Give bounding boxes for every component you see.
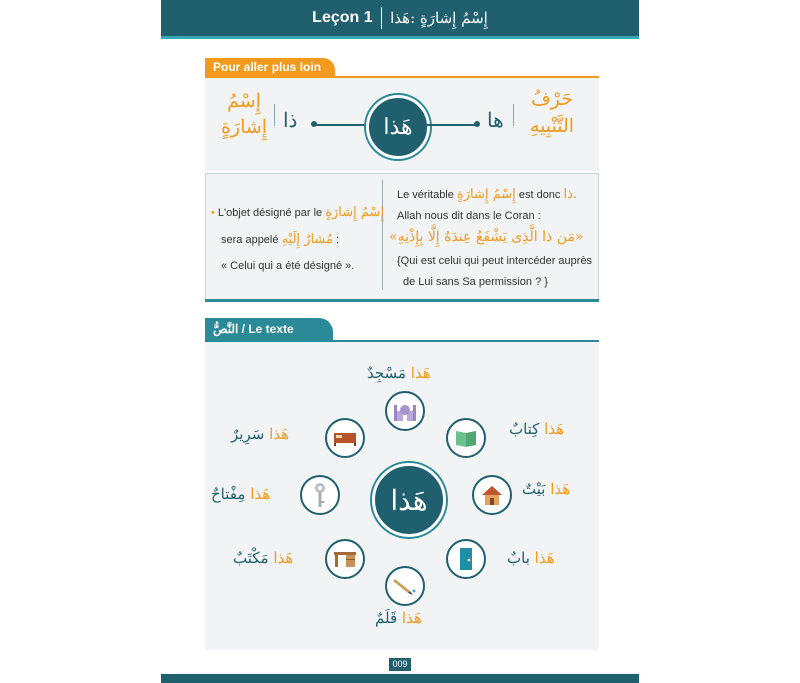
quran-verse: «مَن ذا الَّذِى يَشْفَعُ عِندَهُ إِلَّا بِإِذْنِهِ»: [389, 229, 584, 245]
hadha-circle: هَذا: [366, 95, 430, 159]
center-hadha-circle: هَذا: [372, 463, 446, 537]
word-kitab: هَذا كِتابٌ: [509, 420, 565, 438]
harf-line1: حَرْفُ: [531, 88, 573, 110]
header-title: [161, 0, 639, 36]
word-bayt: هَذا بَيْتٌ: [522, 480, 571, 498]
pencil-icon: [385, 566, 425, 606]
explanation-box-border: [205, 299, 599, 302]
desk-icon: [325, 539, 365, 579]
harf-tanbih-label: [517, 86, 587, 140]
book-page: [161, 0, 639, 683]
word-masjid: هَذا مَسْجِدٌ: [367, 364, 431, 382]
header-underline: [161, 36, 639, 39]
ism-line1: إِسْمُ: [227, 90, 261, 112]
harf-line2: التَّنْبِيهِ: [529, 115, 575, 137]
ism-ishara-label: [219, 88, 269, 140]
right-line-2: Allah nous dit dans le Coran :: [397, 210, 541, 222]
word-maktab: هَذا مَكْتَبٌ: [233, 549, 294, 567]
left-line-1: • L'objet désigné par le إِسْمُ إِشارَةٍ: [211, 205, 385, 220]
ism-line2: إِشارَةٍ: [220, 116, 268, 138]
word-qalam: هَذا قَلَمٌ: [375, 609, 422, 627]
word-bab: هَذا بابٌ: [507, 549, 555, 567]
lesson-title-arabic: إِسْمُ إِشارَةٍ :هَذا: [390, 9, 488, 27]
tab-le-texte: النَّصُّ / Le texte: [205, 318, 333, 340]
dha-word: ذا: [283, 108, 298, 132]
header-separator: [381, 7, 383, 29]
connector-line: [314, 124, 366, 126]
book-icon: [446, 418, 486, 458]
divider: [274, 104, 275, 126]
ha-word: ها: [487, 108, 504, 132]
key-icon: [300, 475, 340, 515]
explanation-divider: [382, 180, 383, 290]
mosque-icon: [385, 391, 425, 431]
door-icon: [446, 539, 486, 579]
left-line-2: sera appelé مُشارٌ إِلَيْهِ :: [221, 232, 340, 247]
divider: [513, 104, 514, 126]
lesson-label: Leçon 1: [312, 9, 373, 26]
word-sarir: هَذا سَرِيرٌ: [231, 425, 290, 443]
tab-pour-aller-plus-loin: Pour aller plus loin: [205, 58, 335, 76]
connector-line: [427, 124, 477, 126]
right-line-4: {Qui est celui qui peut intercéder auprès: [397, 255, 593, 267]
house-icon: [472, 475, 512, 515]
connector-dot: [474, 121, 480, 127]
footer-bar: [161, 674, 639, 683]
left-line-3: « Celui qui a été désigné ».: [221, 260, 355, 272]
page-number: 009: [389, 658, 411, 671]
right-line-1: Le véritable إِسْمُ إِشارَةٍ est donc ذا.: [397, 187, 578, 202]
bed-icon: [325, 418, 365, 458]
right-line-5: de Lui sans Sa permission ? }: [403, 276, 548, 288]
word-miftah: هَذا مِفْتاحٌ: [211, 485, 271, 503]
